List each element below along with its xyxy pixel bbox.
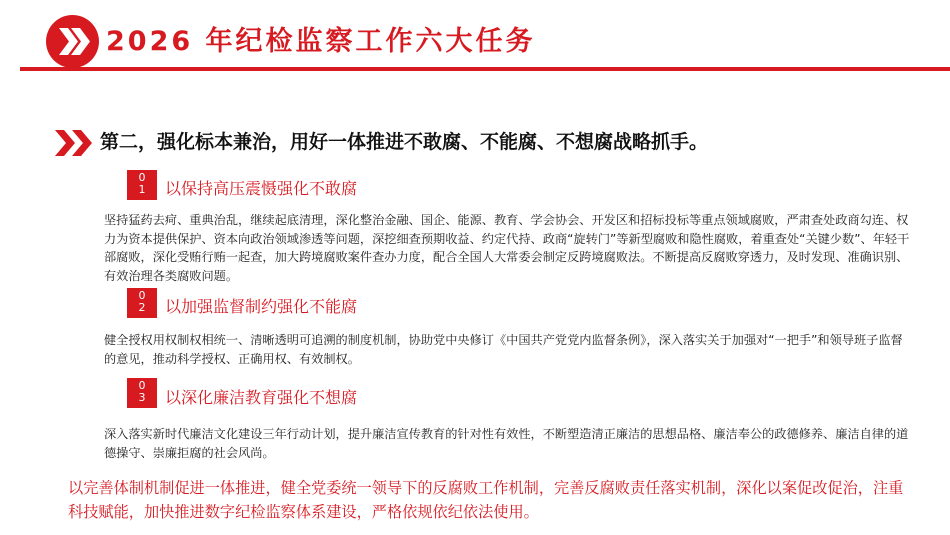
item-title: 以深化廉洁教育强化不想腐 [165,388,358,407]
item-number-badge [127,170,157,200]
item-number-badge [127,378,157,408]
item-body: 深入落实新时代廉洁文化建设三年行动计划，提升廉洁宣传教育的针对性有效性，不断塑造清正廉洁的思想品格、廉洁奉公的政德修养、廉洁自律的道德操守、崇廉拒腐的社会风尚。 [104,427,909,460]
item-body: 坚持猛药去疴、重典治乱，继续起底清理，深化整治金融、国企、能源、教育、学会协会、开发区和招标投标等重点领域腐败，严肃查处政商勾连、权力为资本提供保护、资本向政治领域渗透等问题，深挖细查预期收益、约定代持、政商“旋转门”等新型腐败和隐性腐败，着重查处“关键少数”、年轻干部腐败，深化受贿行贿一起查，加大跨境腐败案件查办力度，配合全国人大常委会制定反跨境腐败法。不断提高反腐败穿透力，及时发现、准确识别、有效治理各类腐败问题。 [104,213,910,283]
item-number-badge [127,288,157,318]
page-title: 2026 年纪检监察工作六大任务 [106,26,536,57]
summary-text: 以完善体制机制促进一体推进，健全党委统一领导下的反腐败工作机制，完善反腐败责任落实机制，深化以案促改促治，注重科技赋能，加快推进数字纪检监察体系建设，严格依规依纪依法使用。 [68,479,904,521]
item-title: 以保持高压震慑强化不敢腐 [165,179,358,198]
double-arrow-icon [55,129,97,157]
item-title: 以加强监督制约强化不能腐 [165,297,358,316]
section-heading: 第二，强化标本兼治，用好一体推进不敢腐、不能腐、不想腐战略抓手。 [100,131,709,153]
logo-badge [46,15,99,68]
item-number: 01 [138,171,146,196]
item-number: 02 [138,289,146,314]
item-body: 健全授权用权制权相统一、清晰透明可追溯的制度机制，协助党中央修订《中国共产党党内监督条例》，深入落实关于加强对“一把手”和领导班子监督的意见，推动科学授权、正确用权、有效制权。 [104,333,903,366]
double-chevron-icon [46,15,99,68]
item-number: 03 [138,379,146,404]
title-divider [20,67,950,71]
